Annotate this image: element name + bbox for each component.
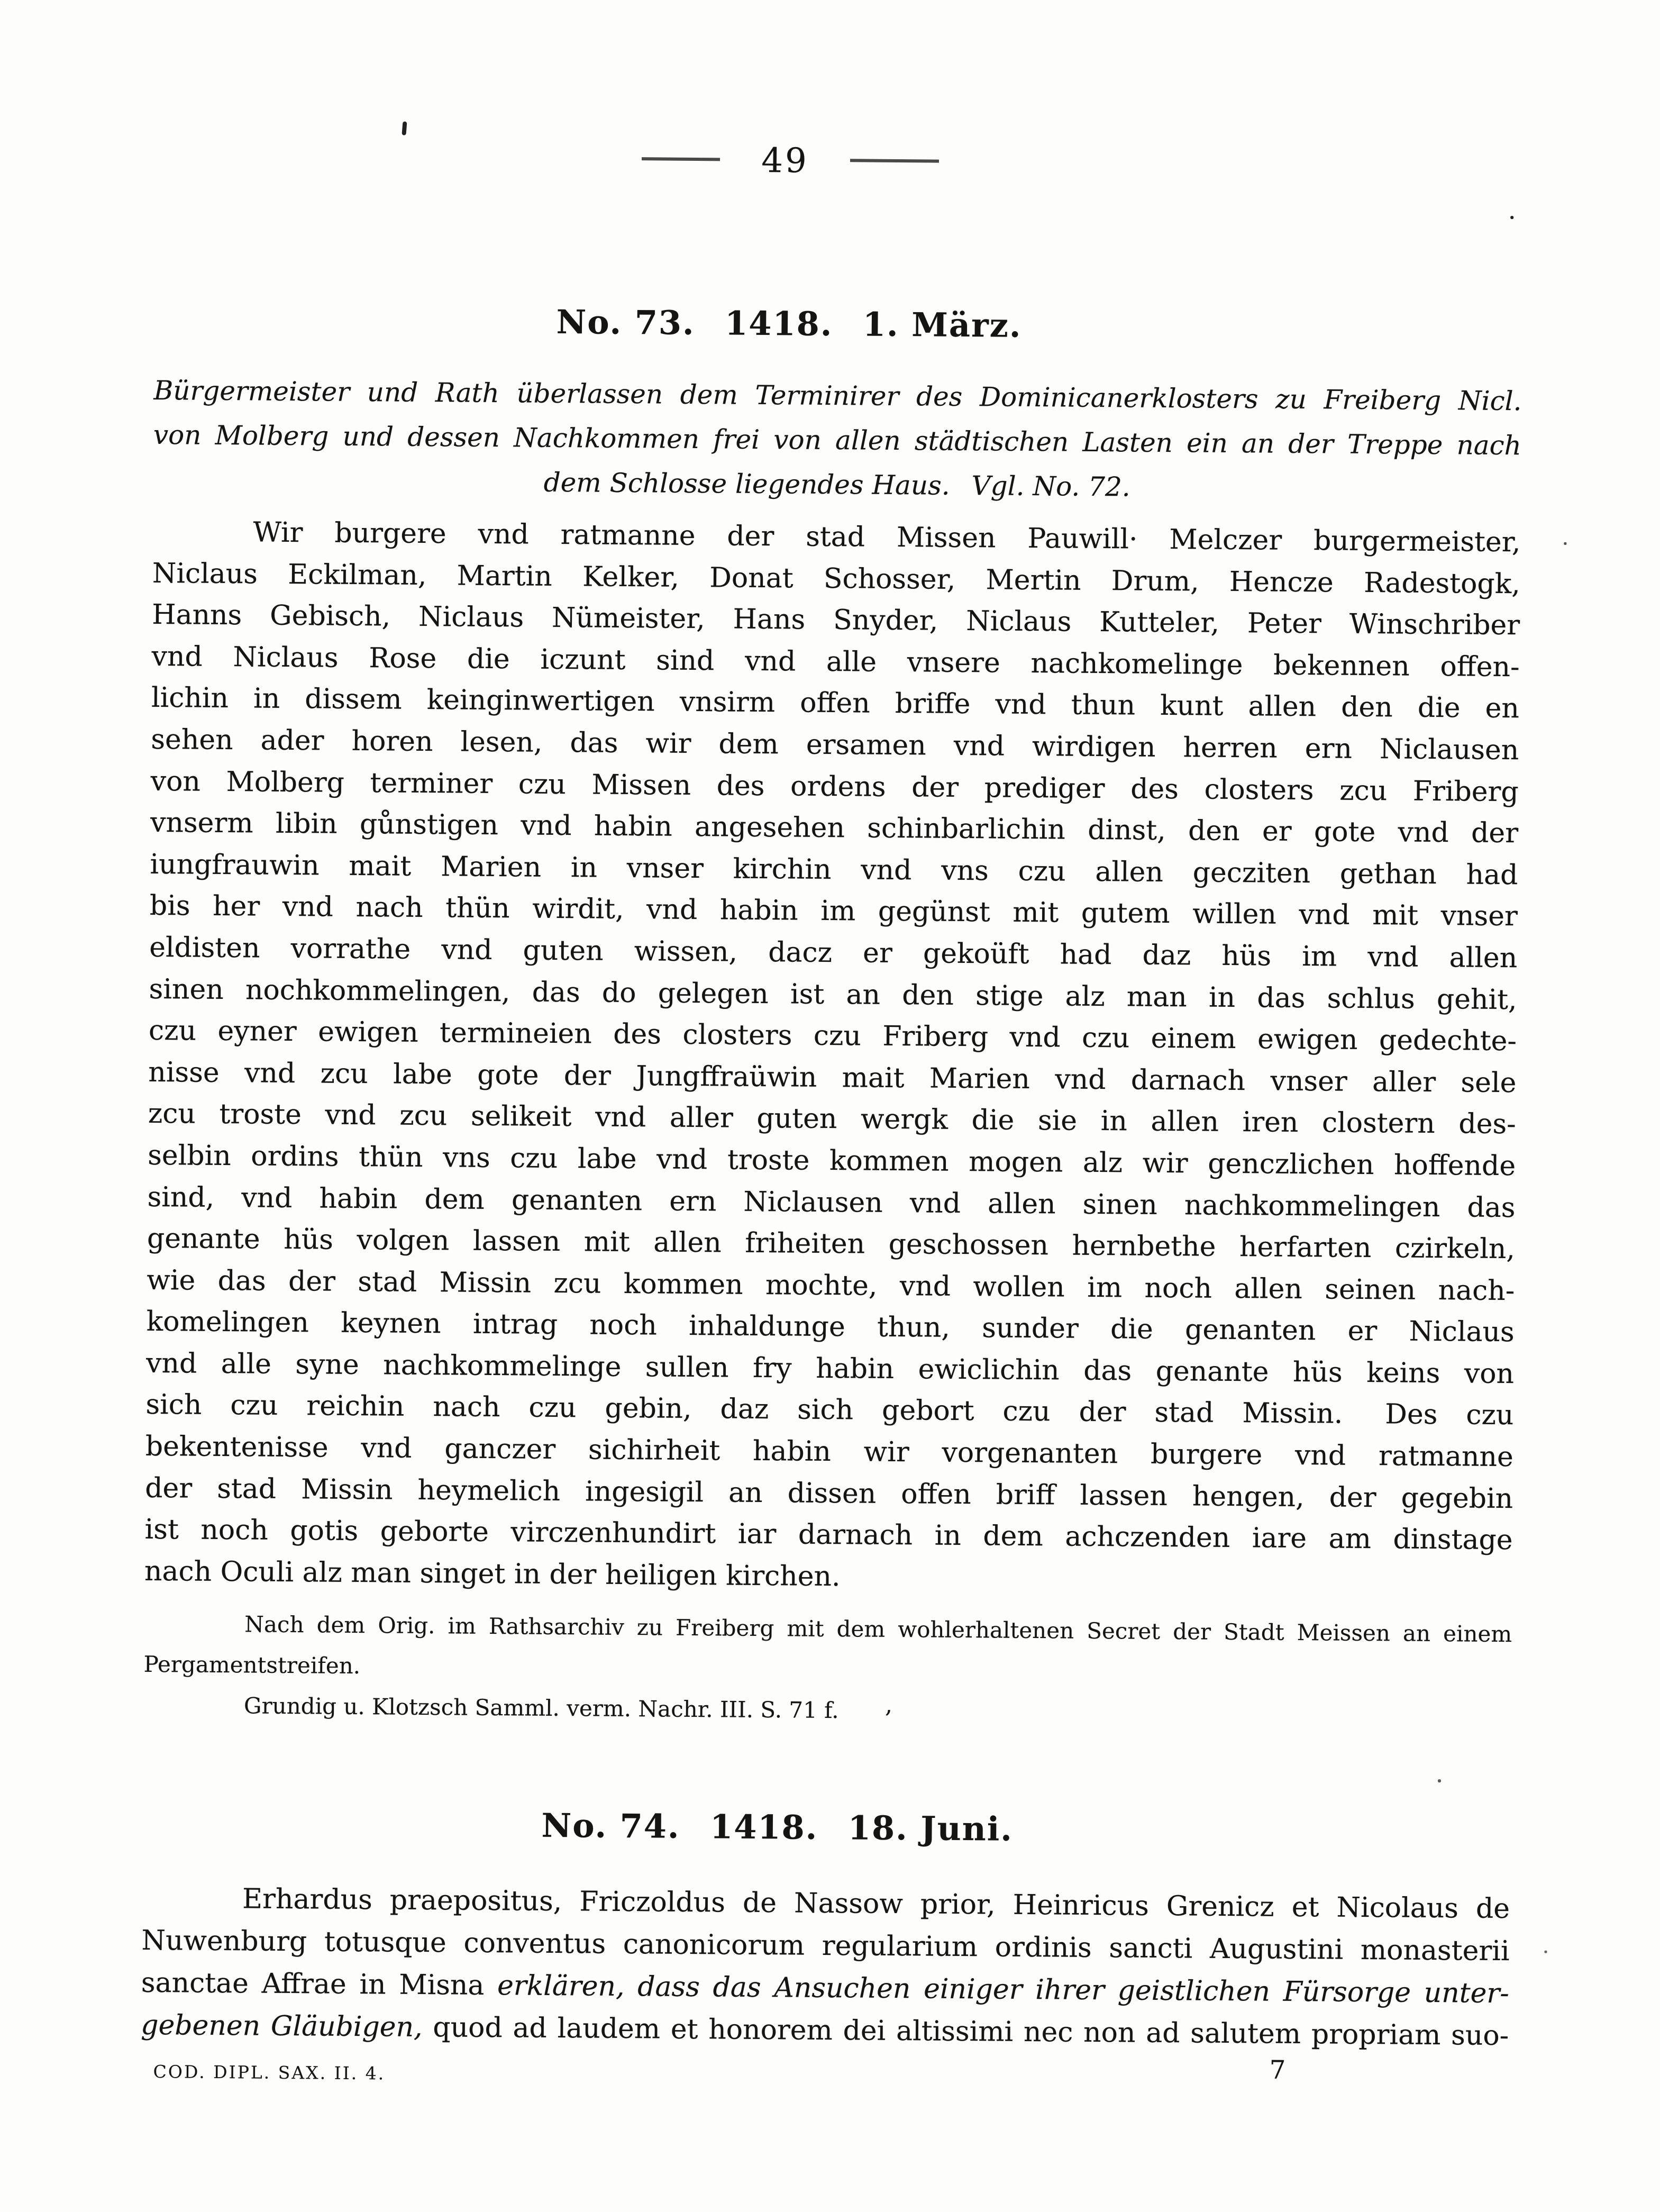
- footer-sheet-number: 7: [1269, 2055, 1286, 2085]
- summary-line: von Molberg und dessen Nachkommen frei von allen städtischen Lasten ein an der Treppe nach: [153, 419, 1522, 461]
- body-line: Hanns Gebisch, Niclaus Nümeister, Hans Snyder, Niclaus Kutteler, Peter Winschriber: [151, 599, 1520, 642]
- body-line: eldisten vorrathe vnd guten wissen, dacz er gekoüft had daz hüs im vnd allen: [149, 931, 1518, 975]
- body-line: sind, vnd habin dem genanten ern Niclausen vnd allen sinen nachkommelingen das: [147, 1181, 1516, 1224]
- body-line: czu eyner ewigen termineien des closters czu Friberg vnd czu einem ewigen gedechte-: [148, 1015, 1517, 1058]
- doc73-summary: [153, 368, 1522, 512]
- body-line: der stad Missin heymelich ingesigil an dissen offen briff lassen hengen, der gegebin: [145, 1472, 1513, 1515]
- roman-text: sanctae Affrae in Misna: [141, 1967, 498, 2002]
- body-line: ist noch gotis geborte virczenhundirt iar darnach in dem achczenden iare am dinstage: [144, 1514, 1513, 1556]
- note-line: Nach dem Orig. im Rathsarchiv zu Freiberg mit dem wohlerhaltenen Secret der Stadt Meissen an einem: [244, 1611, 1512, 1647]
- scan-stray-comma-mark: ,: [884, 1691, 893, 1718]
- footer-volume-signature: COD. DIPL. SAX. II. 4.: [153, 2061, 386, 2084]
- body-line: vnd Niclaus Rose die iczunt sind vnd alle vnsere nachkomelinge bekennen offen-: [151, 640, 1520, 684]
- italic-text: erklären, dass das Ansuchen einiger ihrer geistlichen Fürsorge unter-: [497, 1970, 1510, 2010]
- page-number-rule-right: [850, 159, 939, 162]
- body-line: sinen nochkommelingen, das do gelegen ist an den stige alz man in das schlus gehit,: [149, 973, 1517, 1016]
- scan-speck: [1564, 542, 1566, 545]
- doc73-body: [144, 511, 1521, 1603]
- paragraph-line: Erhardus praepositus, Friczoldus de Nassow prior, Heinricus Grenicz et Nicolaus de: [242, 1883, 1510, 1925]
- body-line: nach Oculi alz man singet in der heiligen kirchen.: [144, 1555, 841, 1593]
- scan-speck: [1544, 1951, 1547, 1953]
- body-line: bekentenisse vnd ganczer sichirheit habin wir vorgenanten burgere vnd ratmanne: [145, 1430, 1514, 1473]
- body-line: Niclaus Eckilman, Martin Kelker, Donat Schosser, Mertin Drum, Hencze Radestogk,: [152, 557, 1521, 600]
- body-line: bis her vnd nach thün wirdit, vnd habin im gegünst mit gutem willen vnd mit vnser: [149, 890, 1518, 933]
- page-number: 49: [761, 141, 809, 181]
- italic-text: gebenen Gläubigen,: [141, 2009, 433, 2044]
- doc73-notes: [143, 1603, 1512, 1736]
- doc73-heading: No. 73. 1418. 1. März.: [556, 302, 1022, 345]
- body-line: nisse vnd zcu labe gote der Jungffraüwin mait Marien vnd darnach vnser aller sele: [148, 1056, 1517, 1099]
- body-line: iungfrauwin mait Marien in vnser kirchin vnd vns czu allen gecziten gethan had: [150, 848, 1518, 891]
- body-line: vnd alle syne nachkommelinge sullen fry habin ewiclichin das genante hüs keins von: [145, 1347, 1515, 1390]
- scan-speck: [1510, 216, 1513, 219]
- note-line: Grundig u. Klotzsch Samml. verm. Nachr. III. S. 71 f.: [243, 1692, 839, 1724]
- paragraph-line: Nuwenburg totusque conventus canonicorum regularium ordinis sancti Augustini monasterii: [141, 1924, 1510, 1968]
- summary-line: dem Schlosse liegendes Haus. Vgl. No. 72.: [543, 467, 1130, 503]
- body-line: komelingen keynen intrag noch inhaldunge thun, sunder die genanten er Niclaus: [146, 1306, 1515, 1349]
- doc74-paragraph: [141, 1877, 1510, 2057]
- scan-speck: [1438, 1779, 1441, 1782]
- body-line: vnserm libin gůnstigen vnd habin angesehen schinbarlichin dinst, den er gote vnd der: [150, 807, 1519, 850]
- body-line: zcu troste vnd zcu selikeit vnd aller guten wergk die sie in allen iren clostern des-: [148, 1098, 1516, 1141]
- body-line: genante hüs volgen lassen mit allen friheiten geschossen hernbethe herfarten czirkeln,: [147, 1222, 1516, 1266]
- body-line: lichin in dissem keinginwertigen vnsirm offen briffe vnd thun kunt allen den die en: [151, 682, 1520, 725]
- body-line: sehen ader horen lesen, das wir dem ersamen vnd wirdigen herren ern Niclausen: [151, 723, 1519, 767]
- scan-speck: [402, 121, 407, 135]
- body-line: von Molberg terminer czu Missen des ordens der prediger des closters zcu Friberg: [150, 765, 1519, 808]
- body-line: wie das der stad Missin zcu kommen mochte, vnd wollen im noch allen seinen nach-: [147, 1264, 1515, 1307]
- summary-line: Bürgermeister und Rath überlassen dem Terminirer des Dominicanerklosters zu Freiberg Nicl.: [153, 375, 1522, 417]
- page-number-row: [156, 136, 1426, 186]
- body-line: Wir burgere vnd ratmanne der stad Missen Pauwill· Melczer burgermeister,: [253, 516, 1521, 559]
- doc74-heading: No. 74. 1418. 18. Juni.: [541, 1806, 1014, 1849]
- page-number-rule-left: [642, 157, 720, 161]
- roman-text: quod ad laudem et honorem dei altissimi nec non ad salutem propriam suo-: [433, 2011, 1509, 2052]
- body-line: selbin ordins thün vns czu labe vnd troste kommen mogen alz wir genczlichen hoffende: [147, 1139, 1516, 1182]
- note-line: Pergamentstreifen.: [143, 1651, 361, 1679]
- body-line: sich czu reichin nach czu gebin, daz sich gebort czu der stad Missin. Des czu: [145, 1389, 1514, 1432]
